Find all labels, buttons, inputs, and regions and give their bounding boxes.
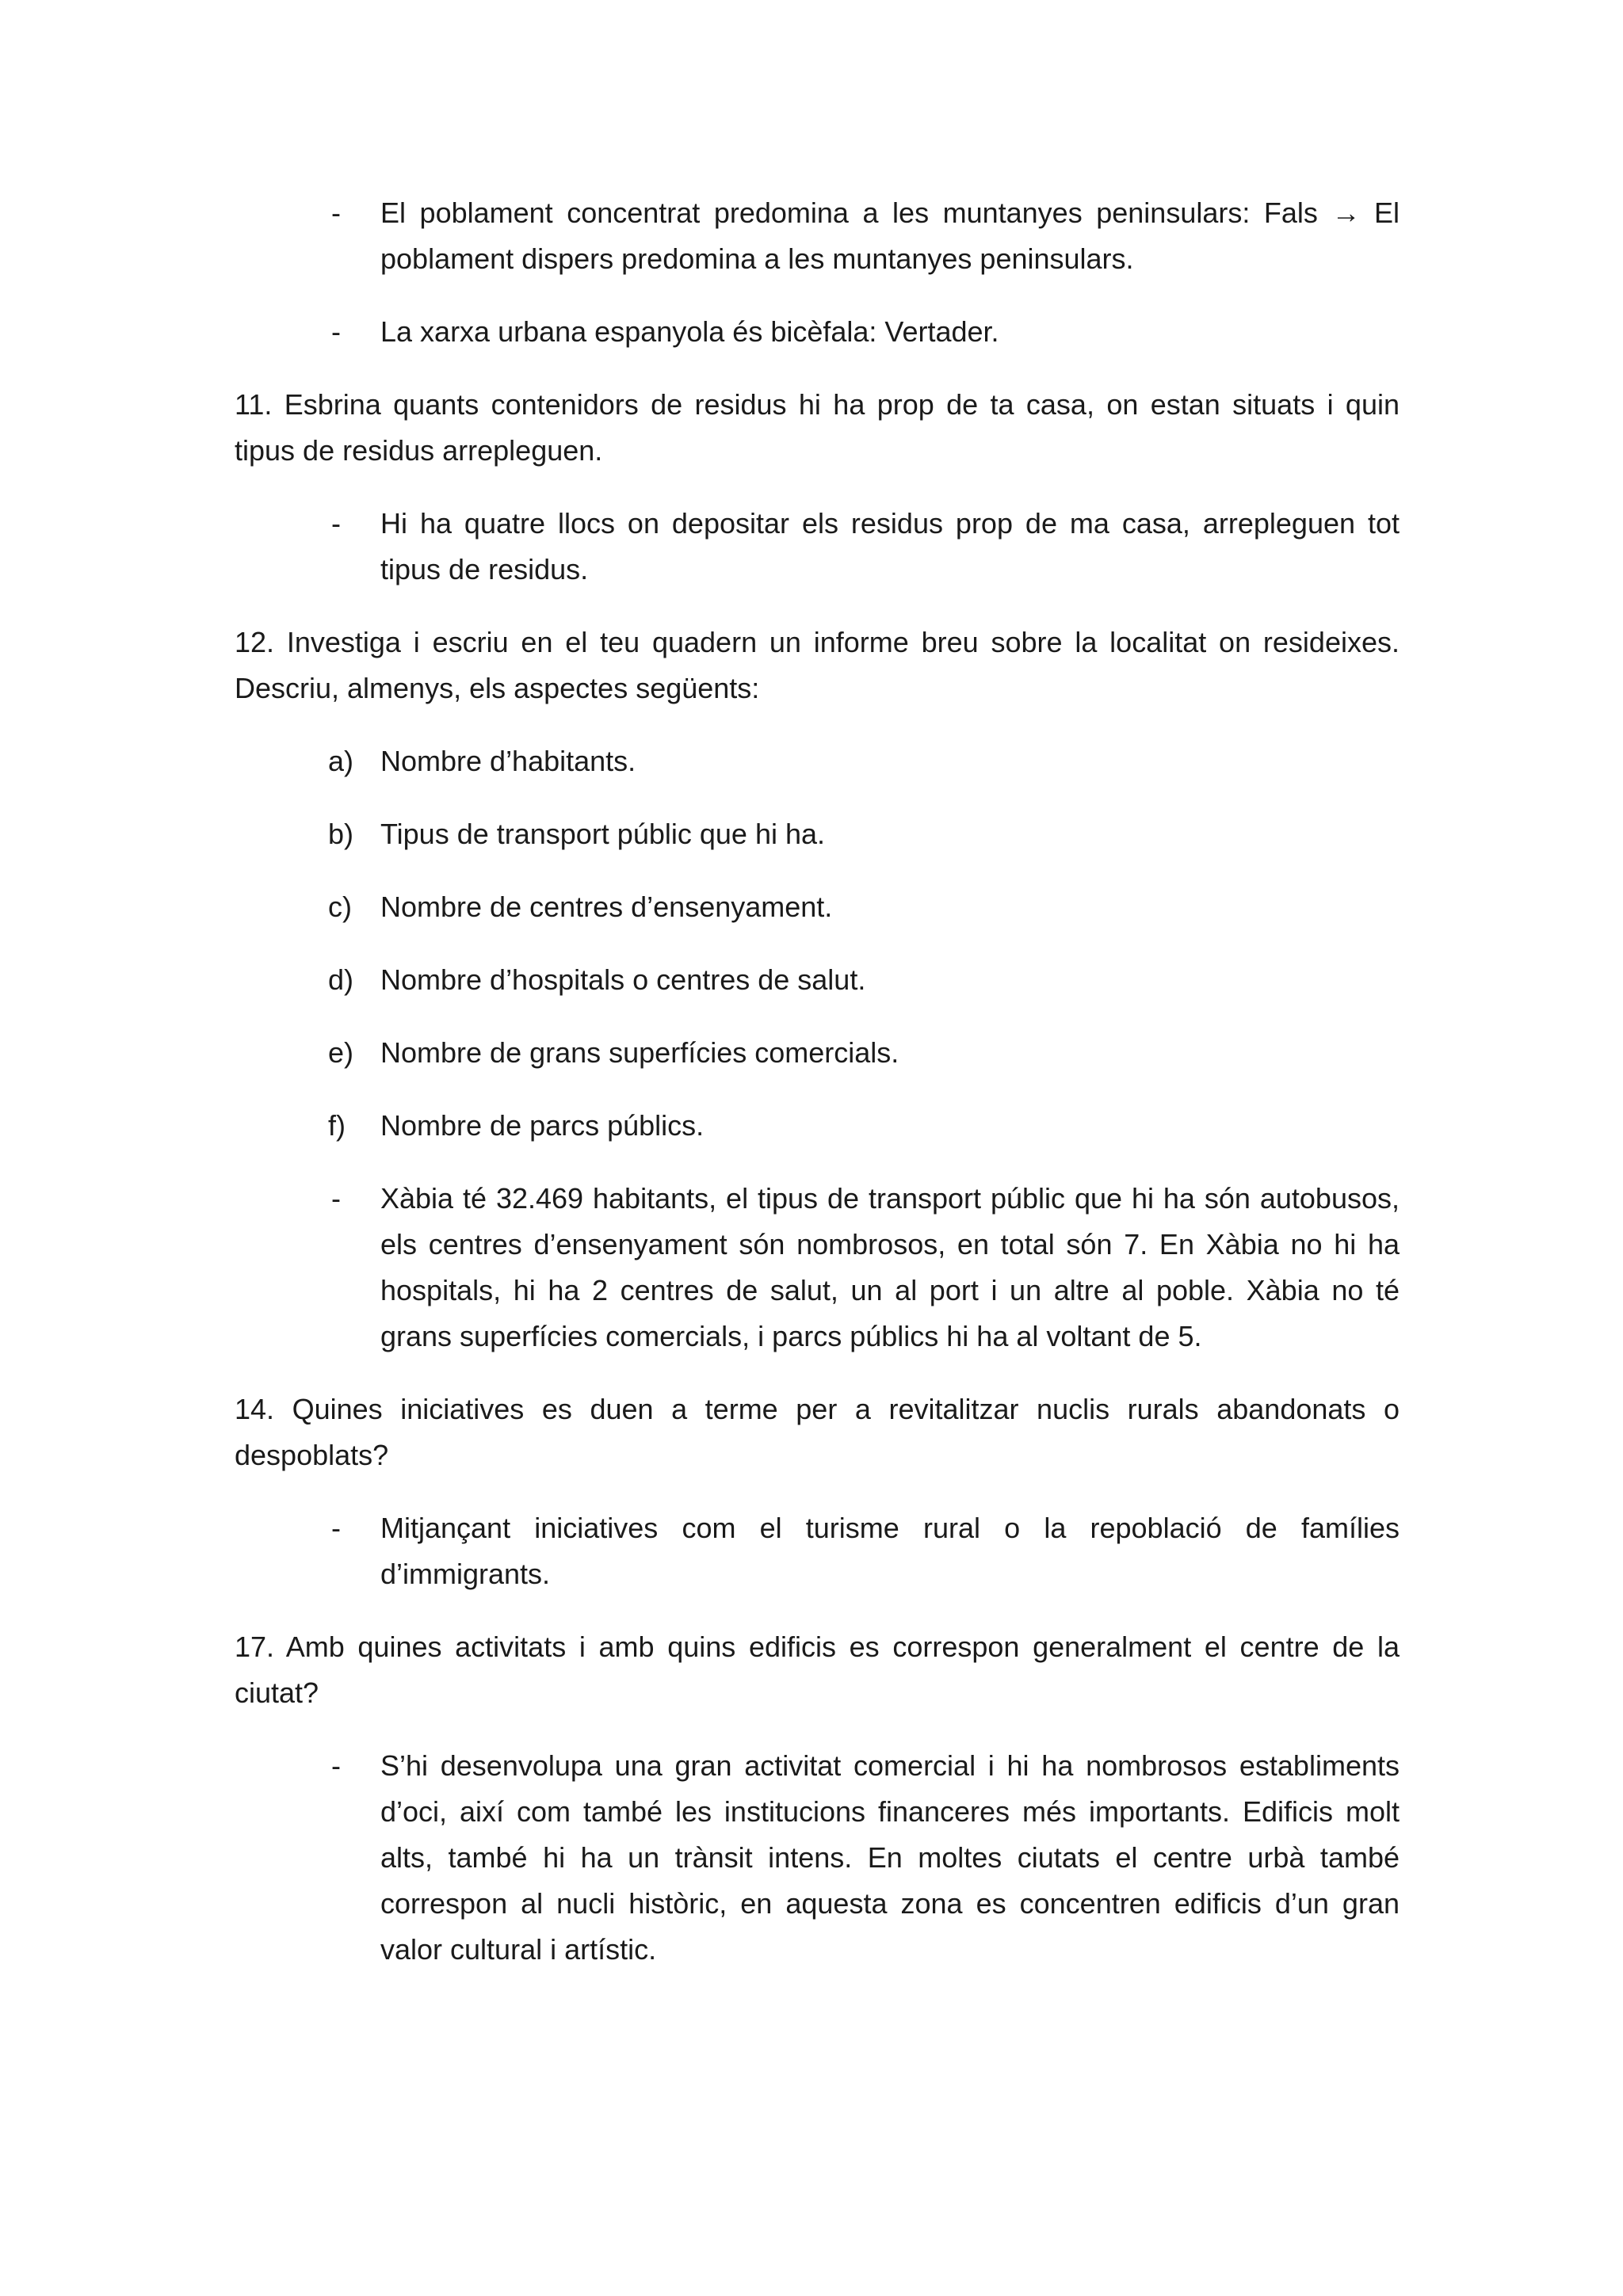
answer-item bbox=[235, 501, 1400, 593]
list-item bbox=[235, 738, 1400, 784]
list-item-text: Nombre d’hospitals o centres de salut. bbox=[380, 963, 866, 996]
dash-marker: - bbox=[331, 315, 341, 348]
list-item bbox=[235, 811, 1400, 857]
answer-text: S’hi desenvolupa una gran activitat comercial i hi ha nombrosos establiments d’oci, així com també les institucions financeres més importants. Edificis molt alts, també hi ha un trànsit intens. En moltes ciutats el centre urbà també correspon al nucli històric, en aquesta zona es concentren edificis d’un gran valor cultural i artístic. bbox=[380, 1749, 1400, 1966]
answer-item bbox=[235, 1743, 1400, 1973]
answer-text: Hi ha quatre llocs on depositar els residus prop de ma casa, arrepleguen tot tipus de residus. bbox=[380, 507, 1400, 585]
list-item bbox=[235, 957, 1400, 1003]
answer-item bbox=[235, 309, 1400, 355]
answer-item bbox=[235, 190, 1400, 282]
answer-text: Xàbia té 32.469 habitants, el tipus de transport públic que hi ha són autobusos, els centres d’ensenyament són nombrosos, en total són 7. En Xàbia no hi ha hospitals, hi ha 2 centres de salut, un al port i un altre al poble. Xàbia no té grans superfícies comercials, i parcs públics hi ha al voltant de 5. bbox=[380, 1182, 1400, 1352]
dash-marker: - bbox=[331, 1749, 341, 1782]
answer-text: Mitjançant iniciatives com el turisme rural o la repoblació de famílies d’immigrants. bbox=[380, 1512, 1400, 1590]
list-item-text: Nombre d’habitants. bbox=[380, 745, 636, 777]
list-marker: b) bbox=[328, 818, 354, 850]
list-marker: c) bbox=[328, 891, 352, 923]
question-17: 17. Amb quines activitats i amb quins edificis es correspon generalment el centre de la ciutat? bbox=[235, 1630, 1400, 1709]
list-marker: d) bbox=[328, 963, 354, 996]
question-12: 12. Investiga i escriu en el teu quadern un informe breu sobre la localitat on resideixes. Descriu, almenys, els aspectes següents: bbox=[235, 626, 1400, 704]
list-marker: e) bbox=[328, 1036, 354, 1069]
dash-marker: - bbox=[331, 196, 341, 229]
dash-marker: - bbox=[331, 1182, 341, 1215]
question-11: 11. Esbrina quants contenidors de residus hi ha prop de ta casa, on estan situats i quin tipus de residus arrepleguen. bbox=[235, 388, 1400, 467]
list-item-text: Nombre de parcs públics. bbox=[380, 1109, 705, 1142]
list-item-text: Nombre de centres d’ensenyament. bbox=[380, 891, 833, 923]
list-marker: a) bbox=[328, 745, 354, 777]
dash-marker: - bbox=[331, 1512, 341, 1544]
list-item bbox=[235, 1030, 1400, 1076]
answer-item bbox=[235, 1176, 1400, 1360]
answer-item bbox=[235, 1505, 1400, 1597]
answer-text: El poblament concentrat predomina a les muntanyes peninsulars: Fals → El poblament dispers predomina a les muntanyes peninsulars. bbox=[380, 196, 1400, 275]
dash-marker: - bbox=[331, 507, 341, 540]
list-item bbox=[235, 884, 1400, 930]
list-item-text: Tipus de transport públic que hi ha. bbox=[380, 818, 826, 850]
answer-text: La xarxa urbana espanyola és bicèfala: Vertader. bbox=[380, 315, 999, 348]
question-14: 14. Quines iniciatives es duen a terme per a revitalitzar nuclis rurals abandonats o despoblats? bbox=[235, 1393, 1400, 1471]
list-item-text: Nombre de grans superfícies comercials. bbox=[380, 1036, 899, 1069]
list-item bbox=[235, 1103, 1400, 1149]
list-marker: f) bbox=[328, 1109, 346, 1142]
document-page bbox=[235, 190, 1400, 2000]
